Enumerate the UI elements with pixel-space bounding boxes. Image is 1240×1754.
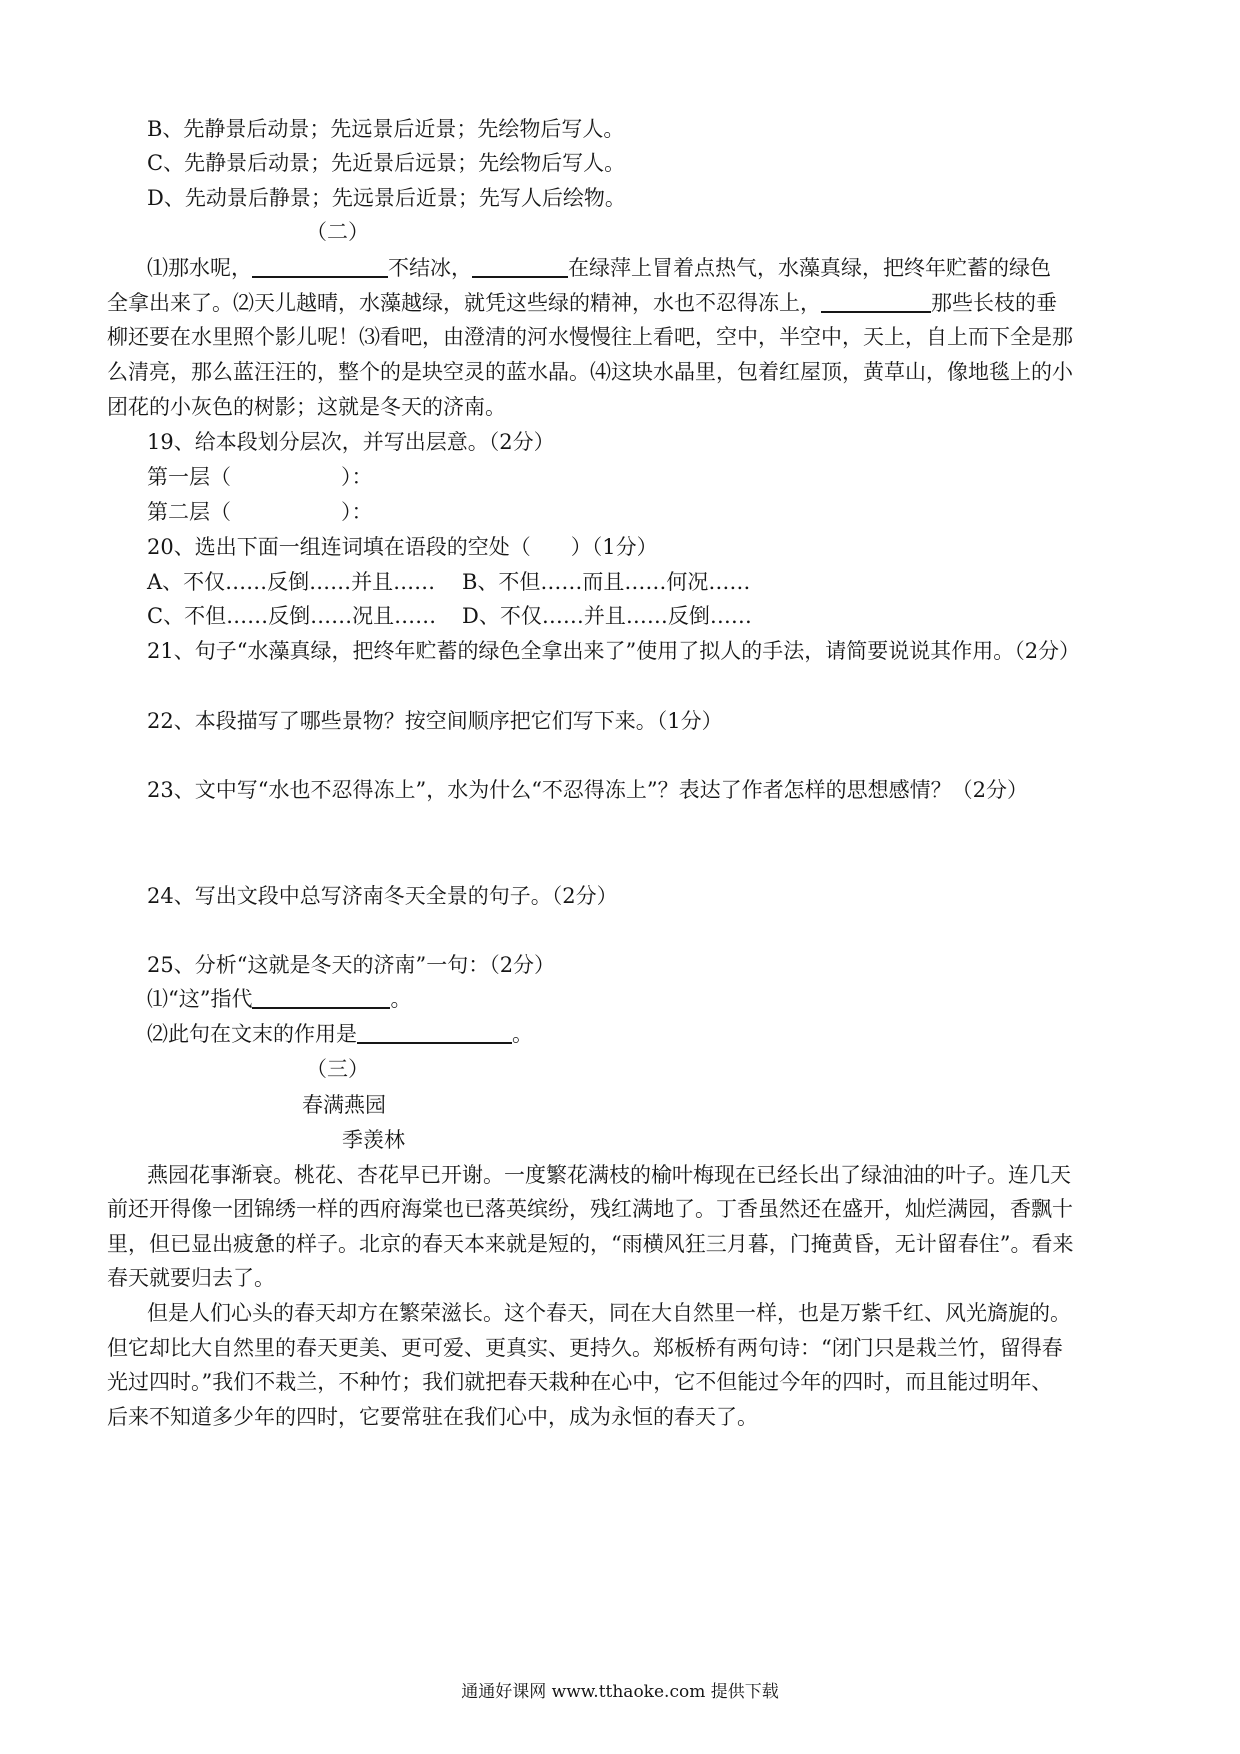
blank-1[interactable] — [252, 256, 388, 278]
q20-option-c: C、不但……反倒……况且…… — [147, 604, 437, 628]
option-d: D、先动景后静景；先远景后近景；先写人后绘物。 — [147, 186, 626, 210]
q20-stem: 20、选出下面一组连词填在语段的空处（ — [147, 535, 531, 559]
q25-1-blank[interactable] — [252, 987, 390, 1009]
article-para1-line2: 前还开得像一团锦绣一样的西府海棠也已落英缤纷，残红满地了。丁香虽然还在盛开，灿烂满园，香飘十 — [107, 1197, 1073, 1221]
q25-2-blank[interactable] — [357, 1022, 512, 1044]
p1-part-b: 不结冰， — [388, 256, 472, 280]
question-20 — [147, 532, 658, 562]
article-para1-line4: 春天就要归去了。 — [107, 1266, 275, 1290]
section2-heading: （二） — [306, 220, 369, 244]
layer2-label: 第二层（ — [147, 500, 231, 524]
q20-score: ）（1分） — [570, 535, 658, 559]
article-para2-line4: 后来不知道多少年的四时，它要常驻在我们心中，成为永恒的春天了。 — [107, 1405, 758, 1429]
question-21: 21、句子“水藻真绿，把终年贮蓄的绿色全拿出来了”使用了拟人的手法，请简要说说其作用。（2分） — [147, 639, 1081, 663]
p2-part-a: 全拿出来了。⑵天儿越晴，水藻越绿，就凭这些绿的精神，水也不忍得冻上， — [107, 291, 821, 315]
question-19-layer2 — [147, 497, 373, 527]
p2-part-b: 那些长枝的垂 — [931, 291, 1057, 315]
article-para2-line1: 但是人们心头的春天却方在繁荣滋长。这个春天，同在大自然里一样，也是万紫千红、风光旖旎的。 — [147, 1301, 1071, 1325]
article-para2-line3: 光过四时。”我们不栽兰，不种竹；我们就把春天栽种在心中，它不但能过今年的四时，而且能过明年、 — [107, 1370, 1053, 1394]
q20-option-a: A、不仅……反倒……并且…… — [147, 570, 436, 594]
q25-1-label: ⑴“这”指代 — [147, 987, 253, 1011]
question-25: 25、分析“这就是冬天的济南”一句：（2分） — [147, 953, 556, 977]
q25-1-end: 。 — [390, 987, 412, 1011]
q20-option-b: B、不但……而且……何况…… — [462, 570, 751, 594]
option-c: C、先静景后动景；先近景后远景；先绘物后写人。 — [147, 151, 626, 175]
article-para2-line2: 但它却比大自然里的春天更美、更可爱、更真实、更持久。郑板桥有两句诗：“闭门只是栽兰竹，留得春 — [107, 1336, 1063, 1360]
question-25-part1 — [147, 984, 411, 1014]
section2-paragraph-line1 — [147, 253, 1051, 283]
footer-download-note: 通通好课网 www.tthaoke.com 提供下载 — [461, 1682, 779, 1702]
blank-3[interactable] — [821, 291, 931, 313]
article-author: 季羡林 — [342, 1128, 405, 1152]
section2-paragraph-line3: 柳还要在水里照个影儿呢！⑶看吧，由澄清的河水慢慢往上看吧，空中，半空中，天上，自上而下全是那 — [107, 325, 1073, 349]
question-23: 23、文中写“水也不忍得冻上”，水为什么“不忍得冻上”？表达了作者怎样的思想感情？（2分） — [147, 778, 1029, 802]
question-19: 19、给本段划分层次，并写出层意。（2分） — [147, 430, 555, 454]
question-19-layer1 — [147, 462, 373, 492]
article-title: 春满燕园 — [302, 1093, 386, 1117]
section3-heading: （三） — [306, 1057, 369, 1081]
option-b: B、先静景后动景；先远景后近景；先绘物后写人。 — [147, 117, 625, 141]
article-para1-line3: 里，但已显出疲惫的样子。北京的春天本来就是短的，“雨横风狂三月暮，门掩黄昏，无计留春住”。看来 — [107, 1232, 1074, 1256]
question-22: 22、本段描写了哪些景物？按空间顺序把它们写下来。（1分） — [147, 709, 723, 733]
layer1-close: ）： — [341, 465, 373, 489]
q20-option-d: D、不仅……并且……反倒…… — [462, 604, 752, 628]
p1-part-c: 在绿萍上冒着点热气，水藻真绿，把终年贮蓄的绿色 — [568, 256, 1051, 280]
layer1-label: 第一层（ — [147, 465, 231, 489]
q25-2-end: 。 — [512, 1022, 533, 1046]
blank-2[interactable] — [472, 256, 568, 278]
q25-2-label: ⑵此句在文末的作用是 — [147, 1022, 357, 1046]
article-para1-line1: 燕园花事渐衰。桃花、杏花早已开谢。一度繁花满枝的榆叶梅现在已经长出了绿油油的叶子。连几天 — [147, 1163, 1071, 1187]
section2-paragraph-line2 — [107, 288, 1057, 318]
question-25-part2 — [147, 1019, 533, 1049]
question-24: 24、写出文段中总写济南冬天全景的句子。（2分） — [147, 884, 618, 908]
section2-paragraph-line5: 团花的小灰色的树影；这就是冬天的济南。 — [107, 395, 506, 419]
section2-paragraph-line4: 么清亮，那么蓝汪汪的，整个的是块空灵的蓝水晶。⑷这块水晶里，包着红屋顶，黄草山，像地毯上的小 — [107, 360, 1073, 384]
layer2-close: ）： — [341, 500, 373, 524]
p1-part-a: ⑴那水呢， — [147, 256, 252, 280]
